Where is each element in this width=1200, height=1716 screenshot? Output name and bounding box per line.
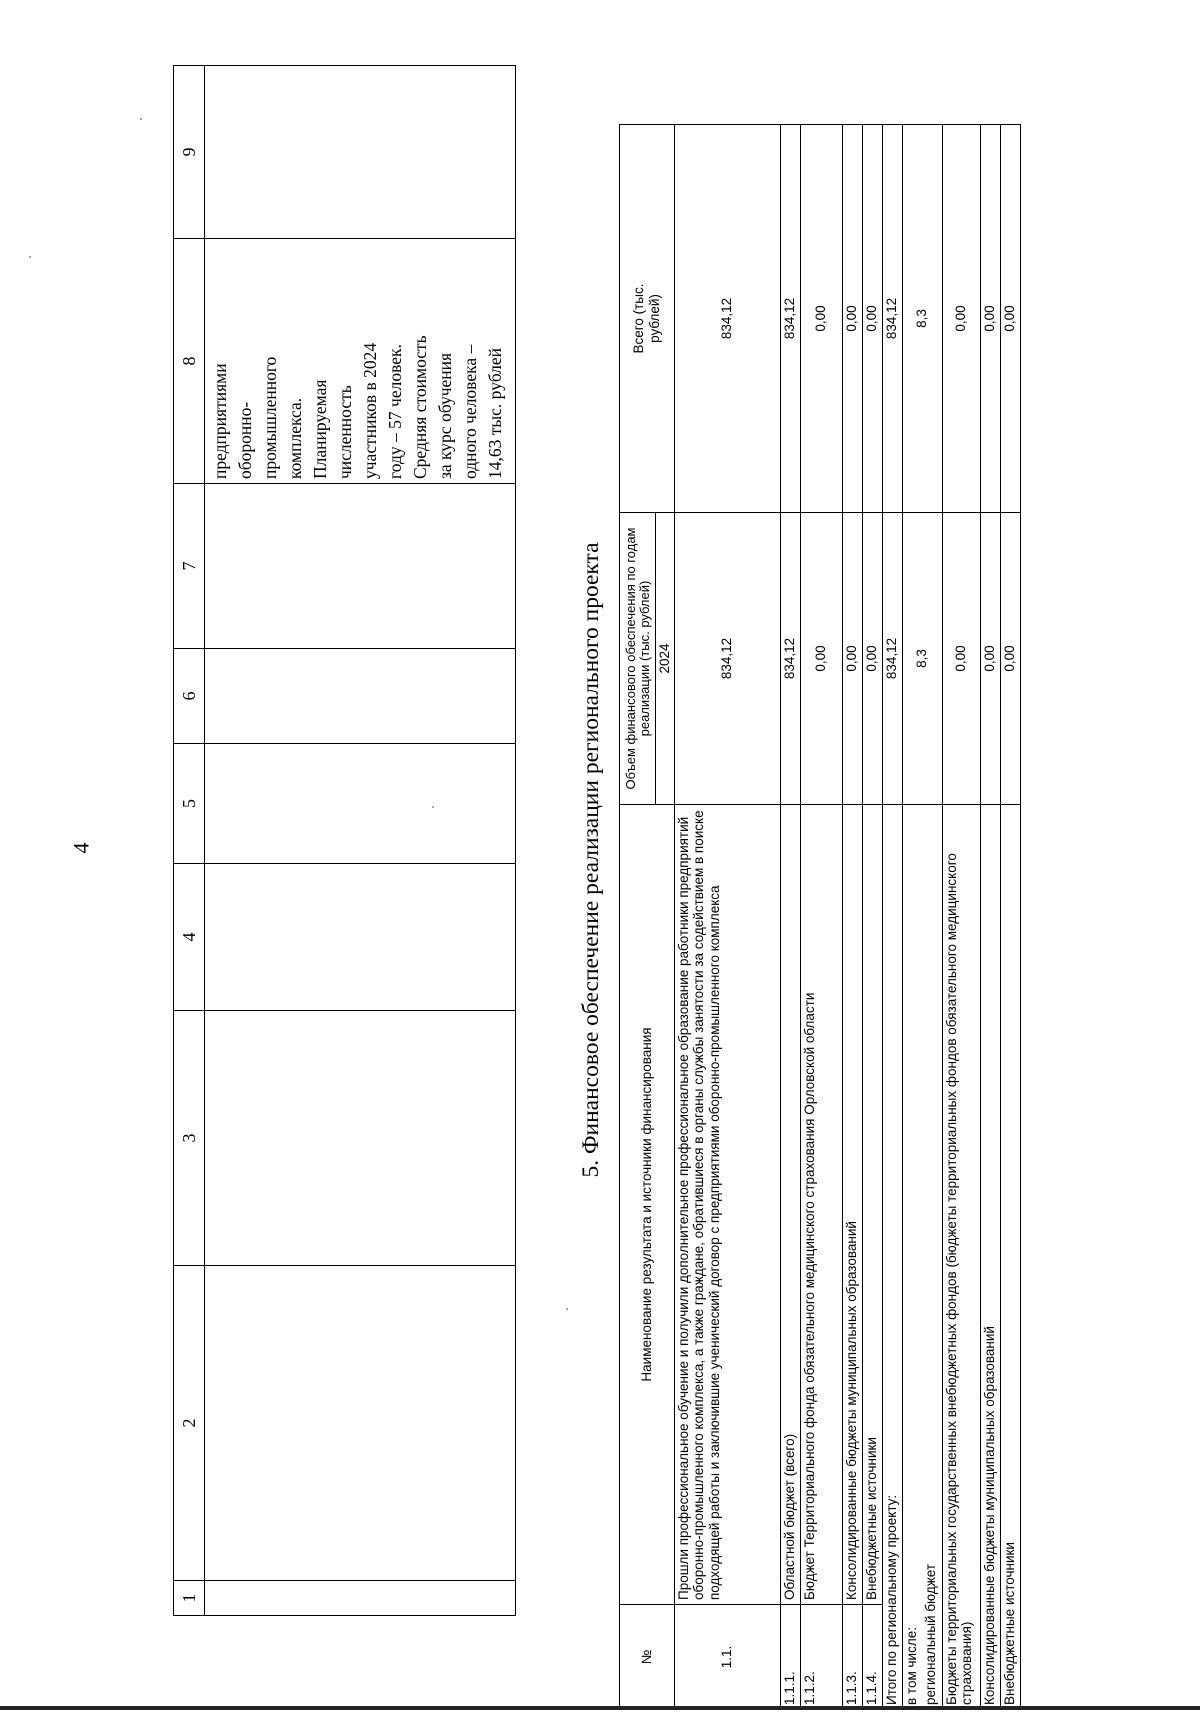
bottom-edge: [0, 1706, 1200, 1710]
col-header-1: 1: [174, 1581, 205, 1616]
row-total: 834,12: [674, 125, 780, 513]
summary-offbudget-label: Внебюджетные источники: [1000, 805, 1020, 1710]
summary-regional-label: региональный бюджет: [922, 805, 942, 1710]
cell: [205, 649, 516, 744]
col8-line: за курс обучения: [435, 352, 455, 479]
col-header-8: 8: [174, 239, 205, 484]
header-num: №: [620, 1605, 675, 1710]
row-total: 0,00: [800, 125, 842, 513]
header-year: 2024: [656, 513, 675, 805]
summary-total-label: Итого по региональному проекту:: [882, 805, 902, 1710]
row-name: Бюджет Территориального фонда обязательного медицинского страхования Орловской области: [800, 805, 842, 1605]
summary-total: 0,00: [942, 125, 980, 513]
finance-table: [619, 124, 1021, 1710]
row-num: 1.1.4.: [862, 1605, 882, 1710]
row-num: 1.1.1.: [780, 1605, 800, 1710]
continuation-table: [173, 65, 516, 1616]
cell: [205, 744, 516, 864]
row-total: 0,00: [842, 125, 862, 513]
col8-line: Планируемая: [310, 379, 330, 479]
row-y2024: 0,00: [842, 513, 862, 805]
cell: [205, 484, 516, 649]
scan-speck: [432, 806, 434, 808]
col8-line: Средняя стоимость: [410, 335, 430, 479]
summary-y2024: 0,00: [1000, 513, 1020, 805]
row-name: Внебюджетные источники: [862, 805, 882, 1605]
summary-total: 0,00: [980, 125, 1000, 513]
row-y2024: 0,00: [862, 513, 882, 805]
row-y2024: 834,12: [780, 513, 800, 805]
row-num: 1.1.: [674, 1605, 780, 1710]
summary-total: 0,00: [1000, 125, 1020, 513]
col8-line: году – 57 человек.: [385, 344, 405, 479]
summary-including-label: в том числе:: [902, 805, 922, 1710]
row-y2024: 0,00: [800, 513, 842, 805]
summary-y2024: 0,00: [980, 513, 1000, 805]
col-header-9: 9: [174, 66, 205, 239]
summary-municipal-label: Консолидированные бюджеты муниципальных образований: [980, 805, 1000, 1710]
col8-text-cell: [205, 239, 516, 484]
col-header-2: 2: [174, 1266, 205, 1581]
col-header-6: 6: [174, 649, 205, 744]
scan-speck: [29, 256, 31, 258]
header-total: Всего (тыс. рублей): [620, 125, 675, 513]
col8-line: 14,63 тыс. рублей: [485, 347, 505, 479]
row-num: 1.1.2.: [800, 1605, 842, 1710]
row-num: 1.1.3.: [842, 1605, 862, 1710]
col8-line: оборонно-: [235, 401, 255, 479]
cell: [205, 1581, 516, 1616]
row-y2024: 834,12: [674, 513, 780, 805]
summary-total: 8,3: [902, 125, 942, 513]
col-header-3: 3: [174, 1011, 205, 1266]
cell: [205, 1011, 516, 1266]
summary-funds-label: Бюджеты территориальных государственных внебюджетных фондов (бюджеты территориальных фондов обязательного медицинского страхования): [942, 805, 980, 1710]
col8-line: одного человека –: [460, 344, 480, 479]
summary-y2024: 834,12: [882, 513, 902, 805]
col8-line: комплекса.: [285, 397, 305, 479]
page-number: 4: [68, 842, 94, 854]
col-header-5: 5: [174, 744, 205, 864]
scan-speck: [140, 118, 142, 120]
cell: [205, 1266, 516, 1581]
scan-speck: [566, 1308, 568, 1310]
row-name: Прошли профессиональное обучение и получили дополнительное профессиональное образование работники предприятий оборонно-промышленного комплекса, а также граждане, обратившиеся в органы службы занятости за содействием в поиске подходящей работы и заключившие ученический договор с предприятиями оборонно-промышленного комплекса: [674, 805, 780, 1605]
summary-y2024: 0,00: [942, 513, 980, 805]
col-header-4: 4: [174, 864, 205, 1011]
header-volume: Объем финансового обеспечения по годам реализации (тыс. рублей): [620, 513, 656, 805]
col8-line: промышленного: [260, 356, 280, 479]
cell: [205, 864, 516, 1011]
col8-line: предприятиями: [210, 363, 230, 479]
col8-line: участников в 2024: [360, 342, 380, 479]
summary-total: 834,12: [882, 125, 902, 513]
cell: [205, 66, 516, 239]
row-name: Областной бюджет (всего): [780, 805, 800, 1605]
col-header-7: 7: [174, 484, 205, 649]
col8-line: численность: [335, 385, 355, 479]
summary-y2024: 8,3: [902, 513, 942, 805]
row-name: Консолидированные бюджеты муниципальных образований: [842, 805, 862, 1605]
row-total: 834,12: [780, 125, 800, 513]
header-name: Наименование результата и источники финансирования: [620, 805, 675, 1605]
section-title: 5. Финансовое обеспечение реализации регионального проекта: [578, 542, 604, 1178]
row-total: 0,00: [862, 125, 882, 513]
